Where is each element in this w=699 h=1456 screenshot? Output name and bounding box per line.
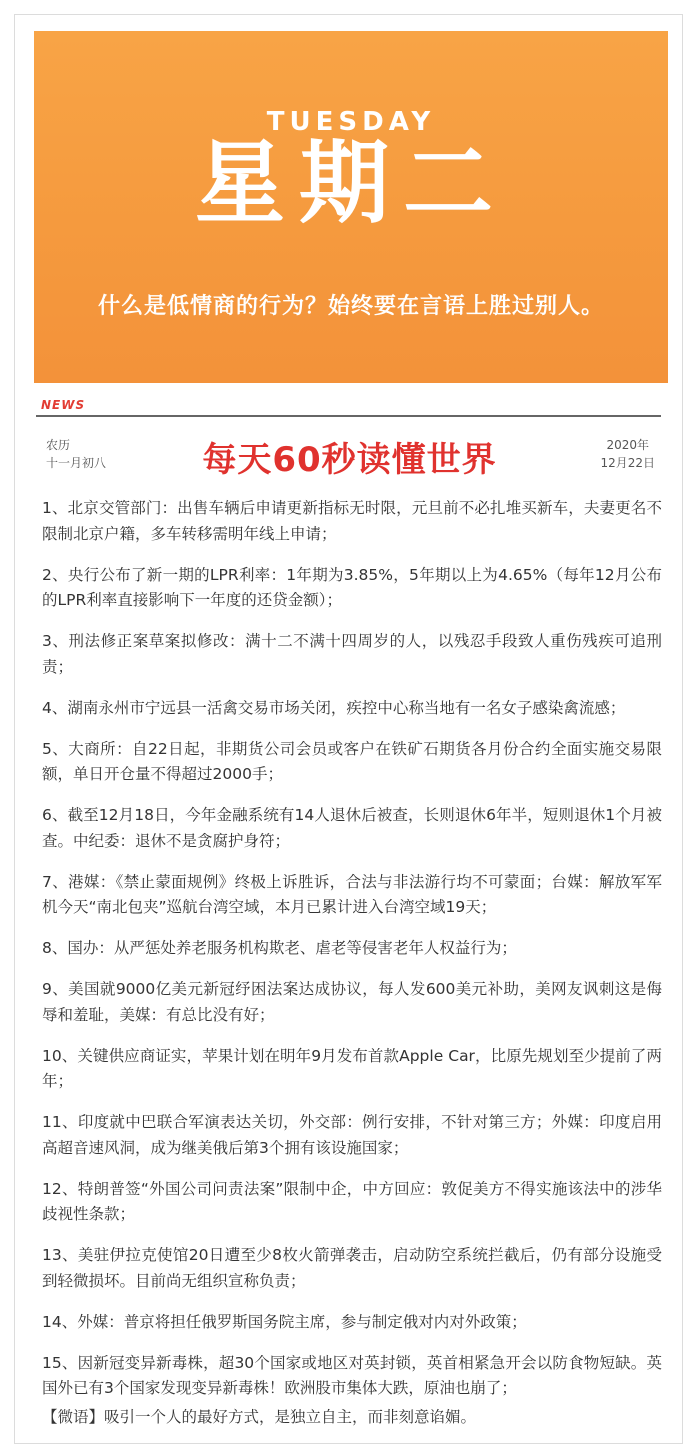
header-banner xyxy=(34,31,668,383)
news-item: 14、外媒：普京将担任俄罗斯国务院主席，参与制定俄对内对外政策； xyxy=(42,1312,527,1331)
gregorian-date xyxy=(600,436,655,472)
banner-day-en: TUESDAY xyxy=(266,107,436,137)
lunar-line1: 农历 xyxy=(46,438,71,452)
news-item: 2、央行公布了新一期的LPR利率：1年期为3.85%，5年期以上为4.65%（每年12月公布的LPR利率直接影响下一年度的还贷金额）； xyxy=(42,565,662,609)
news-item: 5、大商所：自22日起，非期货公司会员或客户在铁矿石期货各月份合约全面实施交易限额，单日开仓量不得超过2000手； xyxy=(42,739,662,783)
news-list xyxy=(42,496,662,1417)
banner-day-cn: 星期二 xyxy=(195,131,507,236)
news-item: 1、北京交管部门：出售车辆后申请更新指标无时限，元旦前不必扎堆买新车，夫妻更名不限制北京户籍，多车转移需明年线上申请； xyxy=(42,499,662,543)
news-item: 4、湖南永州市宁远县一活禽交易市场关闭，疾控中心称当地有一名女子感染禽流感； xyxy=(42,698,626,717)
news-item: 12、特朗普签“外国公司问责法案”限制中企，中方回应：敦促美方不得实施该法中的涉华歧视性条款； xyxy=(42,1179,662,1223)
lunar-line2: 十一月初八 xyxy=(46,456,107,470)
news-item: 15、因新冠变异新毒株，超30个国家或地区对英封锁，英首相紧急开会以防食物短缺。英国外已有3个国家发现变异新毒株！欧洲股市集体大跌，原油也崩了； xyxy=(42,1353,662,1397)
news-item: 8、国办：从严惩处养老服务机构欺老、虐老等侵害老年人权益行为； xyxy=(42,939,517,957)
news-label: NEWS xyxy=(41,398,86,412)
date-line1: 2020年 xyxy=(606,438,649,452)
news-item: 6、截至12月18日，今年金融系统有14人退休后被查，长则退休6年半，短则退休1个月被查。中纪委：退休不是贪腐护身符； xyxy=(42,806,662,850)
banner-tagline: 什么是低情商的行为？始终要在言语上胜过别人。 xyxy=(97,294,604,319)
news-item: 9、美国就9000亿美元新冠纾困法案达成协议，每人发600美元补助，美网友讽刺这是侮辱和羞耻，美媒：有总比没有好； xyxy=(42,980,662,1024)
news-item: 3、刑法修正案草案拟修改：满十二不满十四周岁的人，以残忍手段致人重伤残疾可追刑责； xyxy=(42,632,662,676)
news-item: 13、美驻伊拉克使馆20日遭至少8枚火箭弹袭击，启动防空系统拦截后，仍有部分设施受到轻微损坏。目前尚无组织宣称负责； xyxy=(42,1246,662,1290)
daily-quote: 【微语】吸引一个人的最好方式，是独立自主，而非刻意谄媚。 xyxy=(42,1408,477,1426)
divider xyxy=(36,415,661,417)
date-line2: 12月22日 xyxy=(600,456,655,470)
news-item: 7、港媒：《禁止蒙面规例》终极上诉胜诉，合法与非法游行均不可蒙面；台媒：解放军军机今天“南北包夹”巡航台湾空域，本月已累计进入台湾空域19天； xyxy=(42,872,662,916)
news-item: 10、关键供应商证实，苹果计划在明年9月发布首款Apple Car，比原先规划至少提前了两年； xyxy=(42,1046,662,1090)
news-item: 11、印度就中巴联合军演表达关切，外交部：例行安排，不针对第三方；外媒：印度启用高超音速风洞，成为继美俄后第3个拥有该设施国家； xyxy=(42,1113,662,1157)
page-title: 每天60秒读懂世界 xyxy=(202,440,497,480)
